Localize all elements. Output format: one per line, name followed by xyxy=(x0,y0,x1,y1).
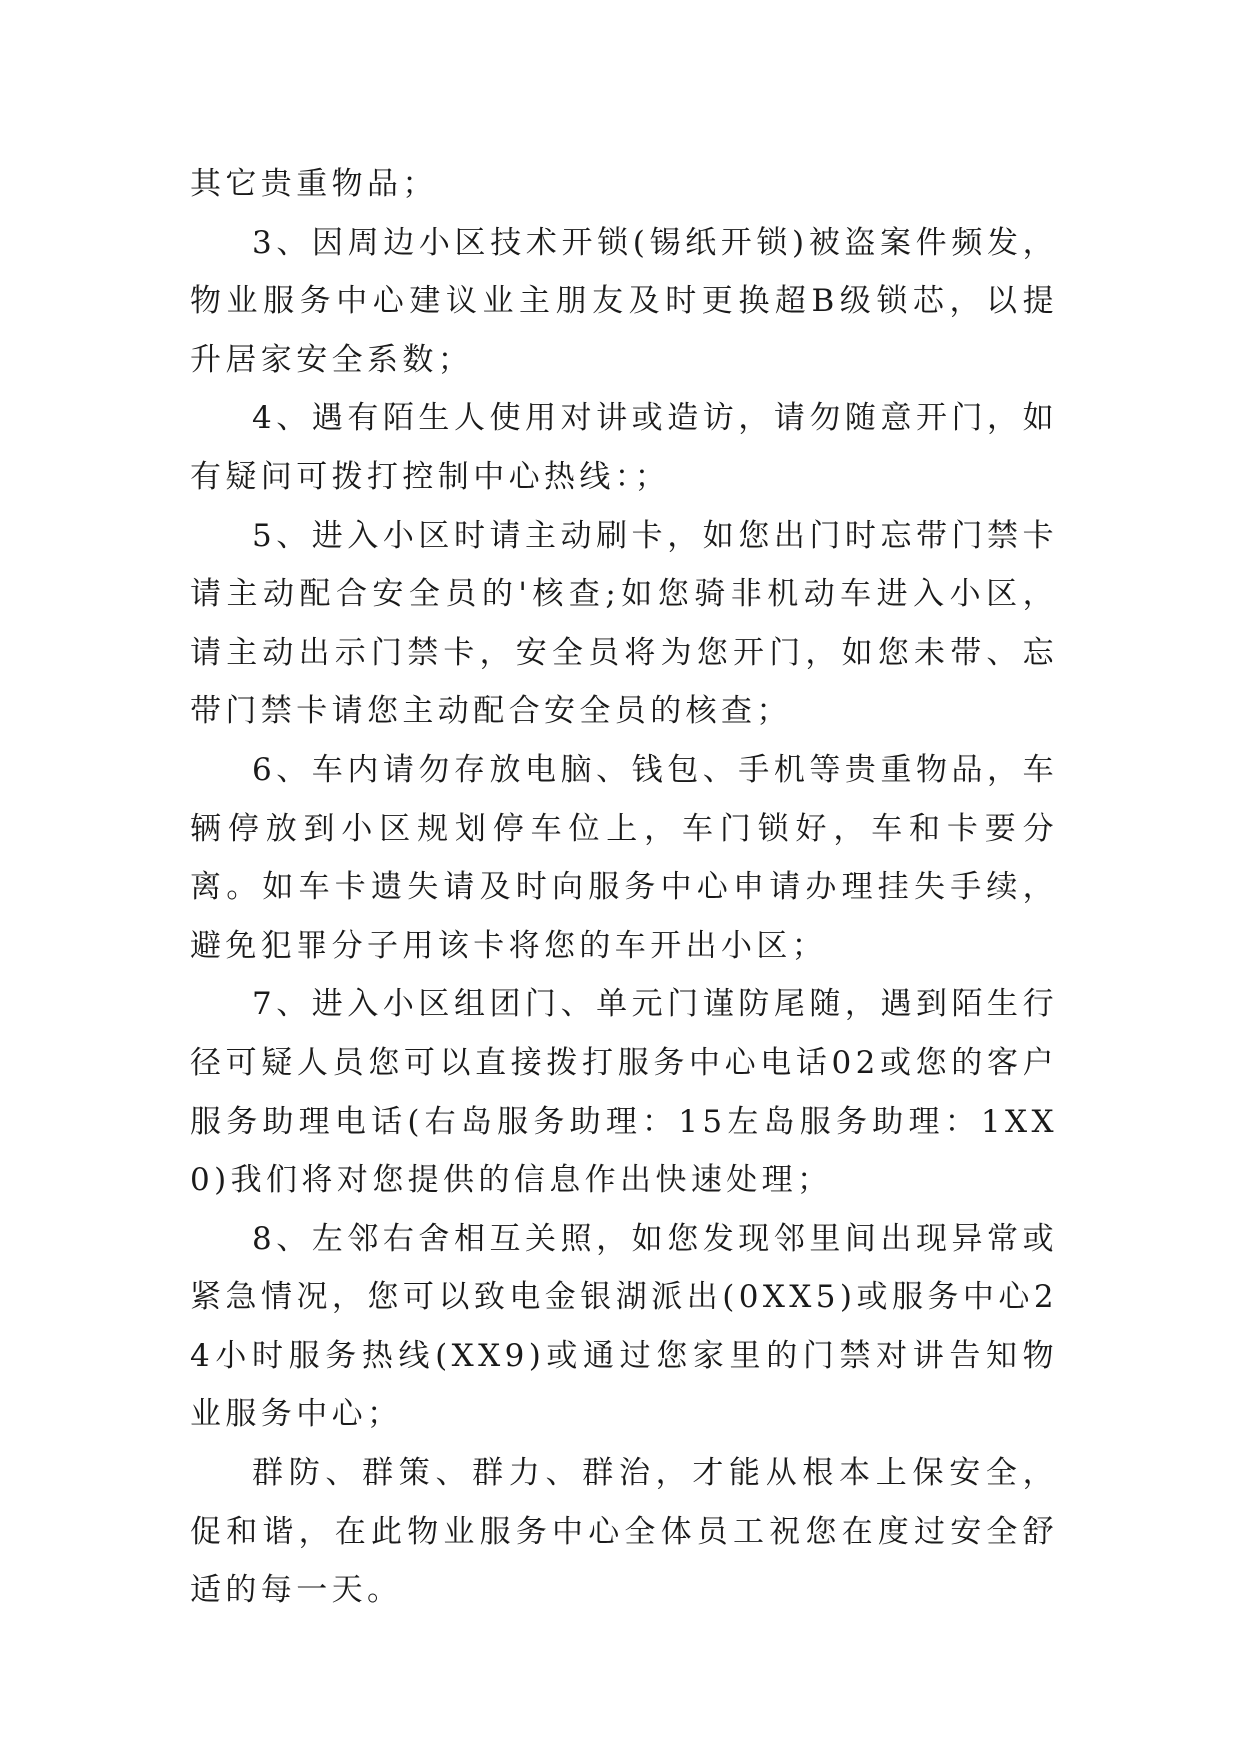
paragraph-item-7: 7、进入小区组团门、单元门谨防尾随，遇到陌生行径可疑人员您可以直接拨打服务中心电话02或您的客户服务助理电话(右岛服务助理：15左岛服务助理：1XX0)我们将对您提供的信息作出快速处理； xyxy=(190,986,1058,1199)
paragraph-item-8: 8、左邻右舍相互关照，如您发现邻里间出现异常或紧急情况，您可以致电金银湖派出(0XX5)或服务中心24小时服务热线(XX9)或通过您家里的门禁对讲告知物业服务中心； xyxy=(190,1220,1058,1433)
document-page xyxy=(190,155,1058,1620)
paragraph-item-3: 3、因周边小区技术开锁(锡纸开锁)被盗案件频发，物业服务中心建议业主朋友及时更换超B级锁芯，以提升居家安全系数； xyxy=(190,224,1058,378)
paragraph-item-5: 5、进入小区时请主动刷卡，如您出门时忘带门禁卡请主动配合安全员的'核查;如您骑非机动车进入小区，请主动出示门禁卡，安全员将为您开门，如您未带、忘带门禁卡请您主动配合安全员的核查； xyxy=(190,517,1058,730)
paragraph-closing: 群防、群策、群力、群治，才能从根本上保安全，促和谐，在此物业服务中心全体员工祝您在度过安全舒适的每一天。 xyxy=(190,1455,1058,1609)
paragraph-continuation: 其它贵重物品； xyxy=(190,166,438,202)
paragraph-item-4: 4、遇有陌生人使用对讲或造访，请勿随意开门，如有疑问可拨打控制中心热线：； xyxy=(190,400,1058,495)
paragraph-item-6: 6、车内请勿存放电脑、钱包、手机等贵重物品，车辆停放到小区规划停车位上，车门锁好，车和卡要分离。如车卡遗失请及时向服务中心申请办理挂失手续，避免犯罪分子用该卡将您的车开出小区； xyxy=(190,751,1058,964)
